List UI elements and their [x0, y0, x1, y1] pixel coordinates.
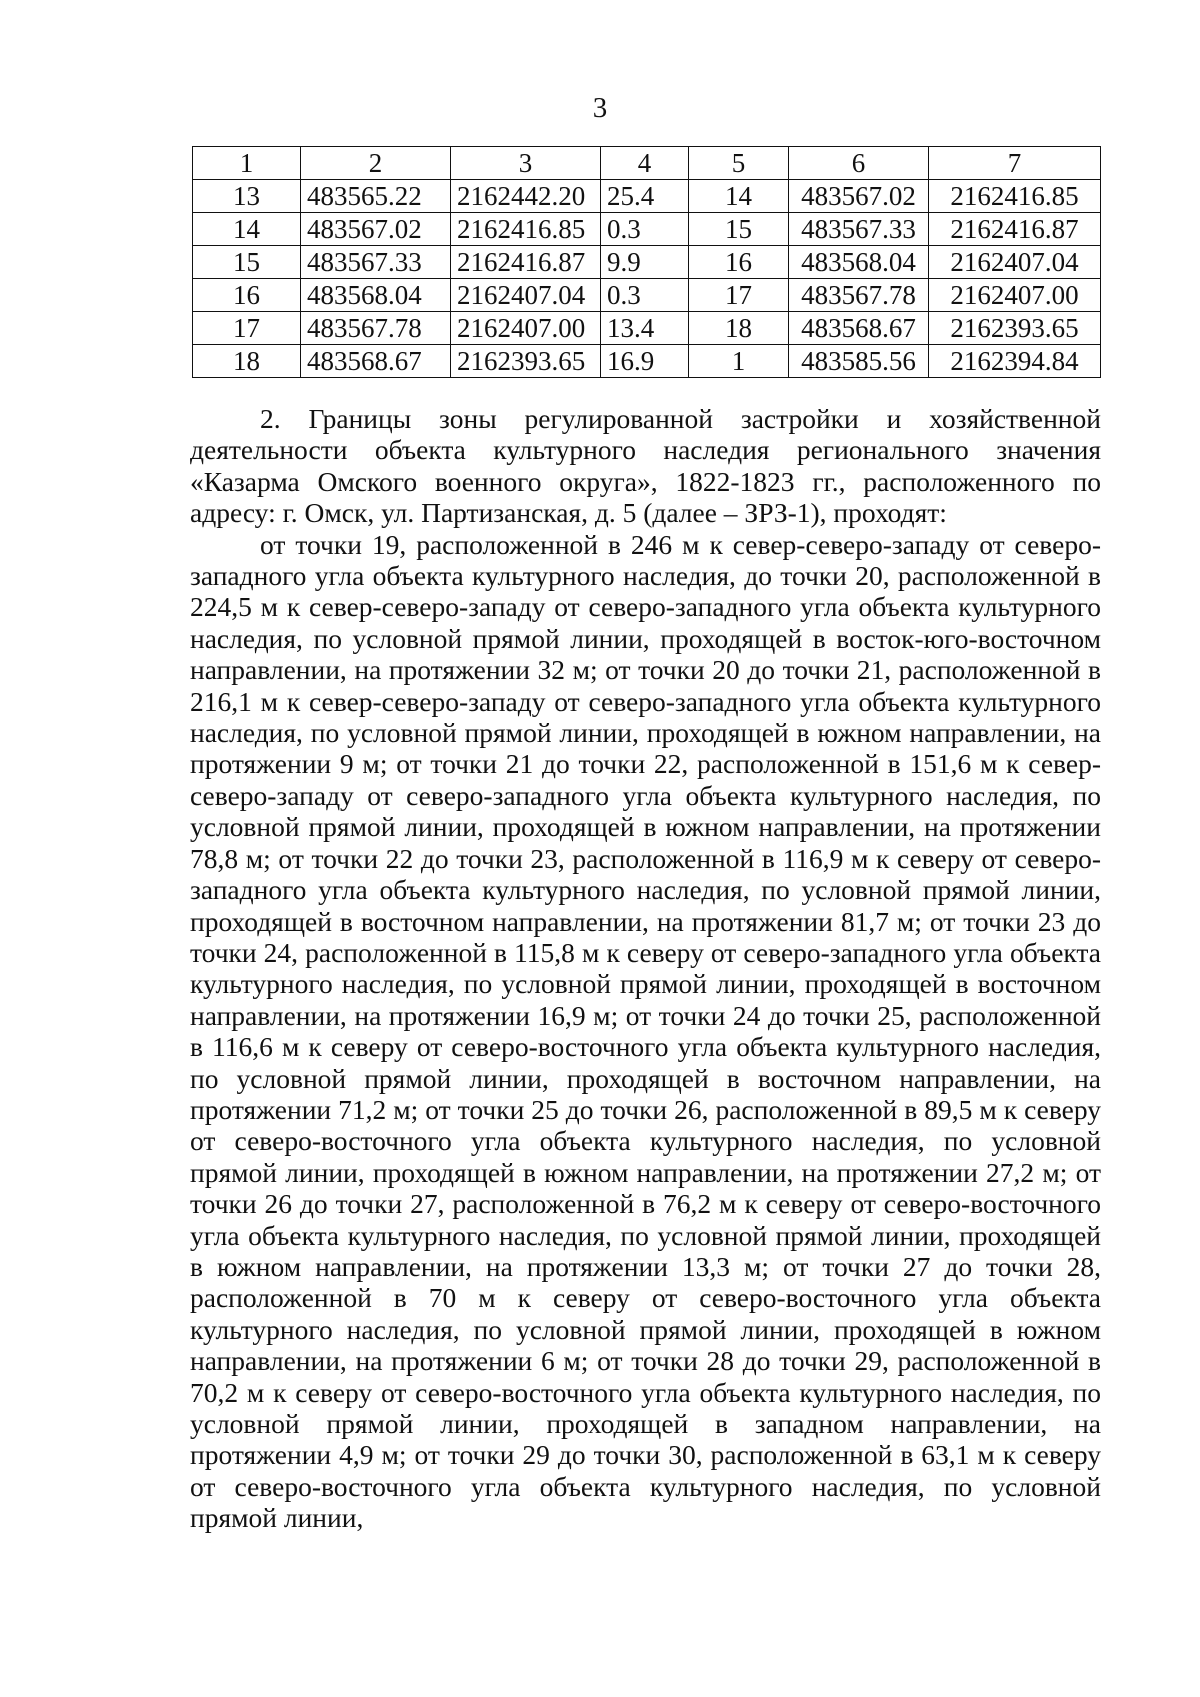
table-cell: 25.4 [601, 180, 689, 213]
table-cell: 2162393.65 [929, 312, 1101, 345]
table-row [193, 246, 1101, 279]
table-row [193, 345, 1101, 378]
table-cell: 483567.78 [301, 312, 451, 345]
table-cell: 2162407.00 [929, 279, 1101, 312]
page-number: 3 [592, 92, 608, 124]
table-cell: 2162394.84 [929, 345, 1101, 378]
table-cell: 483585.56 [789, 345, 929, 378]
table-cell: 0.3 [601, 213, 689, 246]
table-header-cell: 3 [451, 147, 601, 180]
table-header-cell: 2 [301, 147, 451, 180]
table-cell: 0.3 [601, 279, 689, 312]
table-row [193, 213, 1101, 246]
table-cell: 2162416.85 [929, 180, 1101, 213]
table-cell: 16 [193, 279, 301, 312]
table-header-row [193, 147, 1101, 180]
table-cell: 16 [689, 246, 789, 279]
table-cell: 483568.04 [301, 279, 451, 312]
table-cell: 13 [193, 180, 301, 213]
table-cell: 483568.67 [789, 312, 929, 345]
table-cell: 15 [689, 213, 789, 246]
table-cell: 14 [193, 213, 301, 246]
table-body [193, 147, 1101, 378]
table-cell: 483567.33 [301, 246, 451, 279]
table-header-cell: 1 [193, 147, 301, 180]
table-cell: 2162407.04 [451, 279, 601, 312]
table-cell: 13.4 [601, 312, 689, 345]
table-cell: 2162407.04 [929, 246, 1101, 279]
table-cell: 1 [689, 345, 789, 378]
table-cell: 2162416.87 [451, 246, 601, 279]
table-cell: 2162442.20 [451, 180, 601, 213]
table-cell: 18 [193, 345, 301, 378]
table-cell: 15 [193, 246, 301, 279]
table-cell: 483567.33 [789, 213, 929, 246]
table-header-cell: 4 [601, 147, 689, 180]
table-cell: 17 [689, 279, 789, 312]
paragraph-zone-boundaries: 2. Границы зоны регулированной застройки и хозяйственной деятельности объекта культурного наследия регионального значения «Казарма Омского военного округа», 1822-1823 гг., расположенного по адресу: г. Омск, ул. Партизанская, д. 5 (далее – ЗРЗ-1), проходят: [190, 403, 1101, 529]
table-cell: 2162416.85 [451, 213, 601, 246]
table-row [193, 180, 1101, 213]
table-cell: 483568.67 [301, 345, 451, 378]
table-row [193, 312, 1101, 345]
coordinates-table [192, 146, 1101, 378]
table-cell: 483565.22 [301, 180, 451, 213]
table-cell: 2162393.65 [451, 345, 601, 378]
table-cell: 18 [689, 312, 789, 345]
table-cell: 14 [689, 180, 789, 213]
table-row [193, 279, 1101, 312]
table-cell: 2162416.87 [929, 213, 1101, 246]
table-cell: 483567.02 [789, 180, 929, 213]
table-cell: 2162407.00 [451, 312, 601, 345]
table-header-cell: 7 [929, 147, 1101, 180]
table-cell: 483568.04 [789, 246, 929, 279]
table-cell: 16.9 [601, 345, 689, 378]
table-cell: 483567.02 [301, 213, 451, 246]
paragraph-boundary-description: от точки 19, расположенной в 246 м к север-северо-западу от северо-западного угла объекта культурного наследия, до точки 20, расположенной в 224,5 м к север-северо-западу от северо-западного угла объекта культурного наследия, по условной прямой линии, проходящей в восток-юго-восточном направлении, на протяжении 32 м; от точки 20 до точки 21, расположенной в 216,1 м к север-северо-западу от северо-западного угла объекта культурного наследия, по условной прямой линии, проходящей в южном направлении, на протяжении 9 м; от точки 21 до точки 22, расположенной в 151,6 м к север-северо-западу от северо-западного угла объекта культурного наследия, по условной прямой линии, проходящей в южном направлении, на протяжении 78,8 м; от точки 22 до точки 23, расположенной в 116,9 м к северу от северо-западного угла объекта культурного наследия, по условной прямой линии, проходящей в восточном направлении, на протяжении 81,7 м; от точки 23 до точки 24, расположенной в 115,8 м к северу от северо-западного угла объекта культурного наследия, по условной прямой линии, проходящей в восточном направлении, на протяжении 16,9 м; от точки 24 до точки 25, расположенной в 116,6 м к северу от северо-восточного угла объекта культурного наследия, по условной прямой линии, проходящей в восточном направлении, на протяжении 71,2 м; от точки 25 до точки 26, расположенной в 89,5 м к северу от северо-восточного угла объекта культурного наследия, по условной прямой линии, проходящей в южном направлении, на протяжении 27,2 м; от точки 26 до точки 27, расположенной в 76,2 м к северу от северо-восточного угла объекта культурного наследия, по условной прямой линии, проходящей в южном направлении, на протяжении 13,3 м; от точки 27 до точки 28, расположенной в 70 м к северу от северо-восточного угла объекта культурного наследия, по условной прямой линии, проходящей в южном направлении, на протяжении 6 м; от точки 28 до точки 29, расположенной в 70,2 м к северу от северо-восточного угла объекта культурного наследия, по условной прямой линии, проходящей в западном направлении, на протяжении 4,9 м; от точки 29 до точки 30, расположенной в 63,1 м к северу от северо-восточного угла объекта культурного наследия, по условной прямой линии, [190, 528, 1101, 1534]
table-cell: 9.9 [601, 246, 689, 279]
table-header-cell: 6 [789, 147, 929, 180]
table-header-cell: 5 [689, 147, 789, 180]
document-body [190, 403, 1101, 1534]
table-cell: 17 [193, 312, 301, 345]
table-cell: 483567.78 [789, 279, 929, 312]
